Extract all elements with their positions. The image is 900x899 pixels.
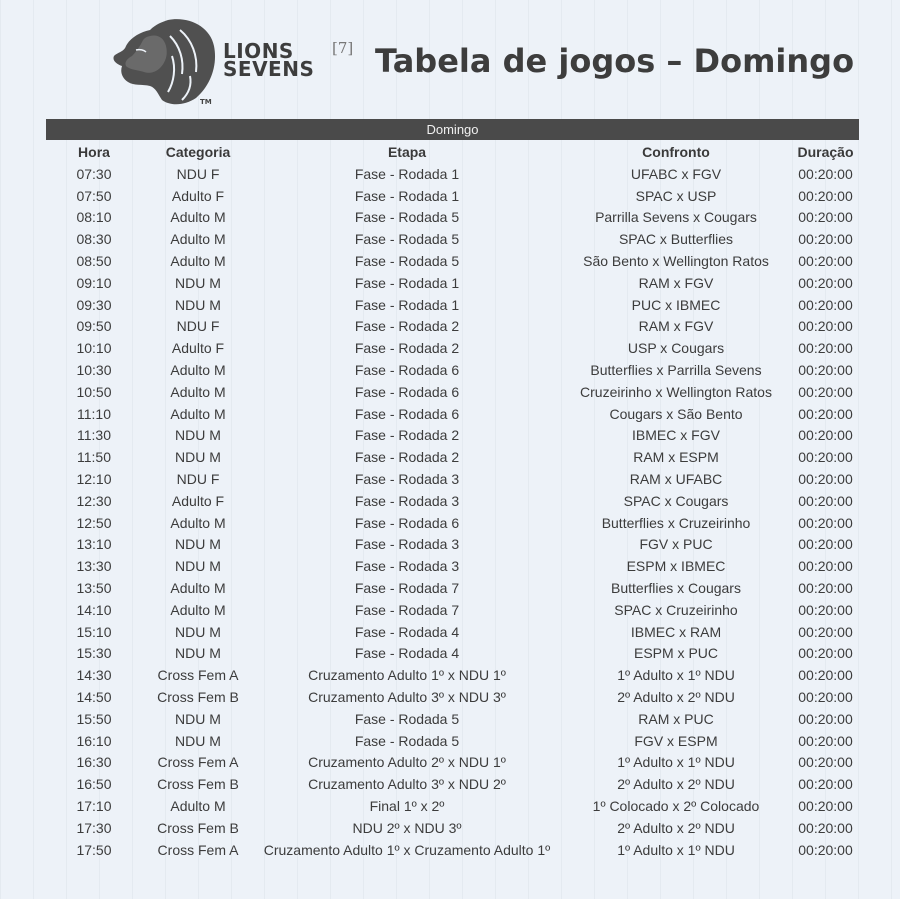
cell-etapa: Fase - Rodada 5 [354,231,460,248]
cell-categoria: Adulto M [170,231,226,248]
cell-confronto: RAM x ESPM [633,449,719,466]
table-row [46,577,859,599]
cell-duracao: 00:20:00 [798,383,853,400]
cell-etapa: Fase - Rodada 5 [354,710,460,727]
cell-etapa: Cruzamento Adulto 1º x Cruzamento Adulto 1º [263,841,551,858]
cell-confronto: Butterflies x Parrilla Sevens [590,362,762,379]
cell-hora: 15:10 [76,623,112,640]
cell-duracao: 00:20:00 [798,514,853,531]
table-row [46,730,859,752]
cell-categoria: NDU M [175,536,221,553]
cell-hora: 07:50 [76,187,112,204]
cell-duracao: 00:20:00 [798,667,853,684]
table-row [46,773,859,795]
cell-duracao: 00:20:00 [798,776,853,793]
cell-hora: 17:10 [76,798,112,814]
cell-categoria: Cross Fem A [157,754,239,771]
brand-line-2: SEVENS [223,57,315,82]
day-band: Domingo [46,119,859,140]
cell-etapa: Fase - Rodada 3 [354,492,460,509]
table-row [46,316,859,338]
brand-wordmark [223,39,354,82]
table-row [46,446,859,468]
cell-hora: 16:10 [76,732,112,749]
page-header [110,16,890,116]
cell-hora: 12:10 [76,471,112,488]
cell-duracao: 00:20:00 [798,187,853,204]
cell-duracao: 00:20:00 [798,253,853,270]
cell-categoria: Cross Fem B [157,776,239,793]
cell-duracao: 00:20:00 [798,492,853,509]
cell-duracao: 00:20:00 [798,601,853,618]
cell-categoria: NDU M [175,732,221,749]
table-row [46,228,859,250]
column-header-etapa: Etapa [387,144,427,160]
brand-seven-mark: [7] [332,39,354,57]
cell-confronto: RAM x PUC [638,710,714,727]
cell-confronto: ESPM x IBMEC [626,558,726,575]
cell-hora: 10:30 [76,362,112,379]
cell-etapa: Fase - Rodada 3 [354,471,460,488]
cell-hora: 14:30 [76,667,112,684]
cell-confronto: UFABC x FGV [630,165,722,182]
table-row [46,337,859,359]
cell-confronto: 1º Adulto x 1º NDU [617,667,735,684]
cell-confronto: SPAC x USP [635,187,717,204]
table-row [46,403,859,425]
column-header-duracao: Duração [797,144,854,160]
cell-etapa: NDU 2º x NDU 3º [352,819,462,836]
cell-etapa: Fase - Rodada 4 [354,623,460,640]
cell-categoria: Adulto M [170,580,226,597]
cell-categoria: NDU F [176,318,220,335]
cell-duracao: 00:20:00 [798,209,853,226]
cell-confronto: São Bento x Wellington Ratos [583,253,769,270]
cell-categoria: Adulto M [170,362,226,379]
table-row [46,534,859,556]
cell-hora: 08:30 [76,231,112,248]
cell-duracao: 00:20:00 [798,536,853,553]
cell-duracao: 00:20:00 [798,318,853,335]
table-row [46,664,859,686]
cell-confronto: 1º Adulto x 1º NDU [617,754,735,771]
cell-etapa: Fase - Rodada 2 [354,340,460,357]
cell-confronto: USP x Cougars [627,340,725,357]
cell-etapa: Cruzamento Adulto 1º x NDU 1º [308,667,506,684]
cell-etapa: Fase - Rodada 2 [354,427,460,444]
cell-duracao: 00:20:00 [798,427,853,444]
cell-etapa: Fase - Rodada 3 [354,536,460,553]
cell-hora: 08:50 [76,253,112,270]
cell-categoria: Adulto F [171,340,225,357]
table-row [46,185,859,207]
cell-etapa: Fase - Rodada 6 [354,514,460,531]
cell-hora: 14:50 [76,689,112,706]
cell-categoria: NDU M [175,274,221,291]
cell-etapa: Fase - Rodada 7 [354,580,460,597]
cell-confronto: 2º Adulto x 2º NDU [617,689,735,706]
cell-confronto: SPAC x Cougars [623,492,729,509]
cell-categoria: NDU M [175,623,221,640]
cell-categoria: NDU M [175,296,221,313]
cell-etapa: Fase - Rodada 3 [354,558,460,575]
cell-duracao: 00:20:00 [798,754,853,771]
cell-confronto: Butterflies x Cougars [611,580,741,597]
table-row [46,468,859,490]
cell-duracao: 00:20:00 [798,405,853,422]
table-row [46,272,859,294]
table-row [46,555,859,577]
cell-duracao: 00:20:00 [798,732,853,749]
cell-hora: 15:30 [76,645,112,662]
cell-etapa: Fase - Rodada 4 [354,645,460,662]
cell-duracao: 00:20:00 [798,580,853,597]
table-header-row [46,141,859,163]
cell-etapa: Fase - Rodada 6 [354,362,460,379]
cell-duracao: 00:20:00 [798,296,853,313]
table-row [46,752,859,774]
cell-categoria: Adulto M [170,798,226,814]
cell-hora: 07:30 [76,165,112,182]
cell-confronto: 2º Adulto x 2º NDU [617,776,735,793]
cell-categoria: NDU M [175,645,221,662]
cell-categoria: Cross Fem B [157,819,239,836]
cell-etapa: Fase - Rodada 1 [354,165,460,182]
cell-etapa: Fase - Rodada 6 [354,383,460,400]
table-row [46,795,859,817]
cell-duracao: 00:20:00 [798,623,853,640]
cell-categoria: Adulto M [170,383,226,400]
cell-confronto: FGV x ESPM [634,732,718,749]
cell-duracao: 00:20:00 [798,689,853,706]
column-header-categoria: Categoria [165,144,231,160]
cell-hora: 10:50 [76,383,112,400]
cell-categoria: NDU M [175,558,221,575]
cell-categoria: Adulto M [170,209,226,226]
cell-confronto: RAM x FGV [638,274,714,291]
cell-hora: 15:50 [76,710,112,727]
cell-confronto: IBMEC x FGV [632,427,720,444]
cell-duracao: 00:20:00 [798,710,853,727]
table-row [46,817,859,839]
schedule-table [46,141,859,861]
schedule-rows [46,163,859,861]
cell-confronto: Cougars x São Bento [609,405,743,422]
cell-categoria: NDU F [176,471,220,488]
column-header-confronto: Confronto [642,144,710,160]
cell-etapa: Fase - Rodada 6 [354,405,460,422]
table-row [46,294,859,316]
cell-etapa: Fase - Rodada 2 [354,318,460,335]
table-row [46,381,859,403]
cell-duracao: 00:20:00 [798,274,853,291]
cell-categoria: NDU M [175,449,221,466]
cell-categoria: Adulto M [170,405,226,422]
cell-categoria: Adulto M [170,601,226,618]
cell-etapa: Fase - Rodada 2 [354,449,460,466]
cell-categoria: Adulto M [170,253,226,270]
cell-duracao: 00:20:00 [798,841,853,858]
cell-duracao: 00:20:00 [798,471,853,488]
cell-duracao: 00:20:00 [798,362,853,379]
table-row [46,250,859,272]
cell-categoria: Cross Fem A [157,667,239,684]
cell-etapa: Fase - Rodada 5 [354,209,460,226]
cell-etapa: Fase - Rodada 1 [354,274,460,291]
cell-etapa: Fase - Rodada 5 [354,732,460,749]
cell-etapa: Fase - Rodada 1 [354,296,460,313]
table-row [46,207,859,229]
cell-confronto: SPAC x Cruzeirinho [614,601,738,618]
cell-categoria: Cross Fem A [157,841,239,858]
trademark-mark: TM [200,98,212,106]
cell-confronto: Cruzeirinho x Wellington Ratos [580,383,772,400]
table-row [46,163,859,185]
cell-hora: 13:10 [76,536,112,553]
cell-hora: 17:50 [76,841,112,858]
cell-etapa: Cruzamento Adulto 3º x NDU 2º [308,776,506,793]
cell-etapa: Fase - Rodada 1 [354,187,460,204]
table-row [46,490,859,512]
cell-duracao: 00:20:00 [798,645,853,662]
cell-categoria: NDU M [175,710,221,727]
cell-hora: 16:50 [76,776,112,793]
cell-hora: 13:50 [76,580,112,597]
table-row [46,599,859,621]
cell-hora: 11:50 [77,449,111,466]
cell-hora: 08:10 [76,209,112,226]
cell-duracao: 00:20:00 [798,340,853,357]
cell-duracao: 00:20:00 [798,798,853,814]
cell-confronto: SPAC x Butterflies [618,231,734,248]
cell-categoria: Adulto F [171,187,225,204]
cell-hora: 09:50 [76,318,112,335]
cell-hora: 12:30 [76,492,112,509]
cell-confronto: RAM x UFABC [629,471,723,488]
cell-categoria: NDU F [176,165,220,182]
cell-etapa: Cruzamento Adulto 3º x NDU 3º [308,689,506,706]
cell-confronto: 1º Adulto x 1º NDU [617,841,735,858]
cell-categoria: Adulto F [171,492,225,509]
cell-hora: 17:30 [76,819,112,836]
column-header-hora: Hora [78,144,110,160]
lion-logo-icon [110,16,218,108]
cell-hora: 11:30 [77,427,111,444]
cell-duracao: 00:20:00 [798,449,853,466]
cell-confronto: PUC x IBMEC [631,296,721,313]
cell-confronto: RAM x FGV [638,318,714,335]
cell-etapa: Cruzamento Adulto 2º x NDU 1º [308,754,506,771]
cell-confronto: Butterflies x Cruzeirinho [601,514,751,531]
cell-hora: 13:30 [76,558,112,575]
table-row [46,512,859,534]
table-row [46,839,859,861]
cell-confronto: 2º Adulto x 2º NDU [617,819,735,836]
cell-categoria: NDU M [175,427,221,444]
cell-categoria: Cross Fem B [157,689,239,706]
cell-hora: 16:30 [76,754,112,771]
table-row [46,621,859,643]
cell-hora: 12:50 [76,514,112,531]
table-row [46,708,859,730]
cell-hora: 09:10 [76,274,112,291]
page-title: Tabela de jogos – Domingo [375,42,855,80]
cell-duracao: 00:20:00 [798,165,853,182]
cell-confronto: Parrilla Sevens x Cougars [595,209,757,226]
table-row [46,643,859,665]
cell-duracao: 00:20:00 [798,558,853,575]
table-row [46,686,859,708]
cell-hora: 14:10 [76,601,112,618]
cell-duracao: 00:20:00 [798,819,853,836]
cell-etapa: Final 1º x 2º [369,798,445,814]
cell-confronto: IBMEC x RAM [630,623,722,640]
cell-etapa: Fase - Rodada 7 [354,601,460,618]
brand-line-1: LIONS [223,39,294,63]
cell-hora: 10:10 [76,340,112,357]
table-row [46,425,859,447]
cell-hora: 09:30 [76,296,112,313]
cell-etapa: Fase - Rodada 5 [354,253,460,270]
cell-categoria: Adulto M [170,514,226,531]
cell-confronto: ESPM x PUC [633,645,718,662]
cell-confronto: FGV x PUC [639,536,713,553]
table-row [46,359,859,381]
cell-hora: 11:10 [77,405,111,422]
cell-duracao: 00:20:00 [798,231,853,248]
cell-confronto: 1º Colocado x 2º Colocado [592,798,760,814]
